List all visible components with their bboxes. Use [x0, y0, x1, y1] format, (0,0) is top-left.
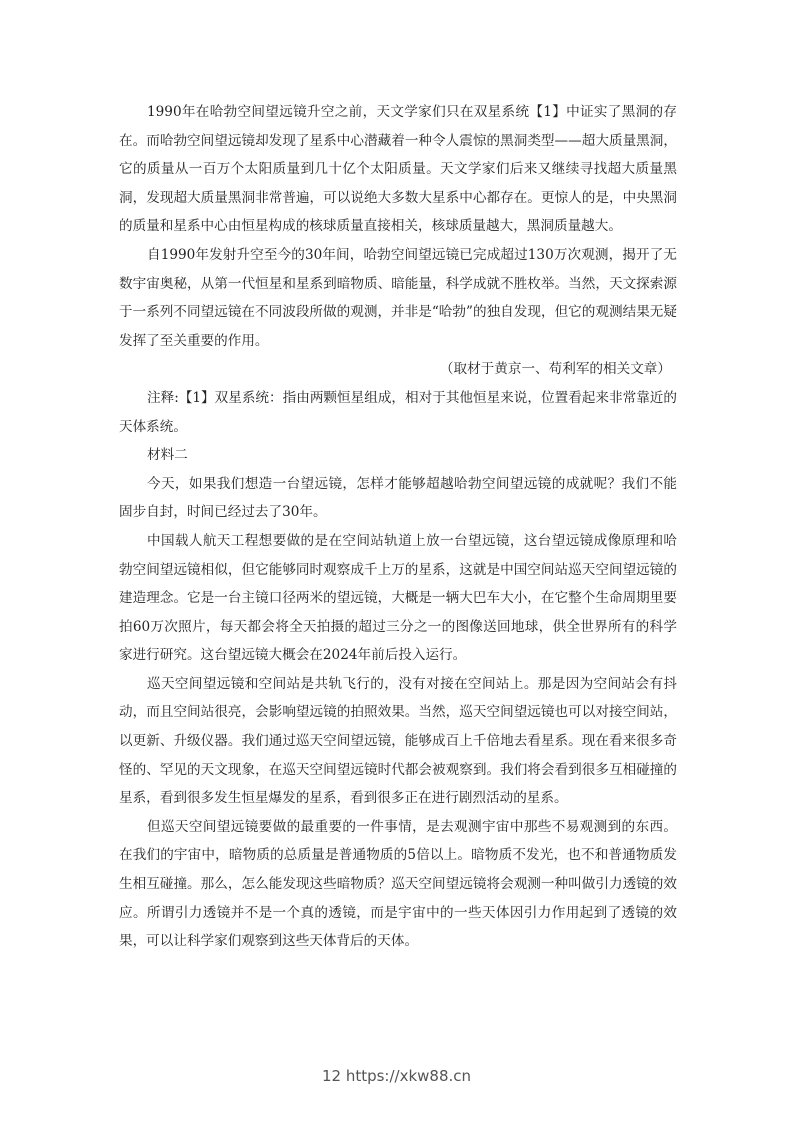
footnote: 注释:【1】双星系统：指由两颗恒星组成，相对于其他恒星来说，位置看起来非常靠近的天体系统。 — [119, 389, 677, 435]
paragraph-dark-matter: 但巡天空间望远镜要做的最重要的一件事情，是去观测宇宙中那些不易观测到的东西。在我们的宇宙中，暗物质的总质量是普通物质的5倍以上。暗物质不发光，也不和普通物质发生相互碰撞。那么，怎么能发现这些暗物质？巡天空间望远镜将会观测一种叫做引力透镜的效应。所谓引力透镜并不是一个真的透镜，而是宇宙中的一些天体因引力作用起到了透镜的效果，可以让科学家们观察到这些天体背后的天体。 — [119, 818, 677, 950]
paragraph-csst-concept: 中国载人航天工程想要做的是在空间站轨道上放一台望远镜，这台望远镜成像原理和哈勃空间望远镜相似，但它能够同时观察成千上万的星系，这就是中国空间站巡天空间望远镜的建造理念。它是一台主镜口径两米的望远镜，大概是一辆大巴车大小，在它整个生命周期里要拍60万次照片，每天都会将全天拍摄的超过三分之一的图像送回地球，供全世界所有的科学家进行研究。这台望远镜大概会在2024年前后投入运行。 — [119, 532, 677, 664]
paragraph-co-orbit: 巡天空间望远镜和空间站是共轨飞行的，没有对接在空间站上。那是因为空间站会有抖动，而且空间站很亮，会影响望远镜的拍照效果。当然，巡天空间望远镜也可以对接空间站，以更新、升级仪器。我们通过巡天空间望远镜，能够成百上千倍地去看星系。现在看来很多奇怪的、罕见的天文现象，在巡天空间望远镜时代都会被观察到。我们将会看到很多互相碰撞的星系，看到很多发生恒星爆发的星系，看到很多正在进行剧烈活动的星系。 — [119, 675, 677, 807]
document-body — [119, 98, 677, 956]
page-footer: 12 https://xkw88.cn — [321, 1067, 472, 1085]
paragraph-hubble-observations: 自1990年发射升空至今的30年间，哈勃空间望远镜已完成超过130万次观测，揭开了无数宇宙奥秘，从第一代恒星和星系到暗物质、暗能量，科学成就不胜枚举。当然，天文探索源于一系列不同望远镜在不同波段所做的观测，并非是“哈勃”的独自发现，但它的观测结果无疑发挥了至关重要的作用。 — [119, 246, 677, 349]
source-citation: （取材于黄京一、苟利军的相关文章） — [439, 361, 671, 378]
paragraph-intro-question: 今天，如果我们想造一台望远镜，怎样才能够超越哈勃空间望远镜的成就呢？我们不能固步自封，时间已经过去了30年。 — [119, 475, 677, 521]
section-heading-material2: 材料二 — [147, 447, 188, 464]
paragraph-hubble-black-holes: 1990年在哈勃空间望远镜升空之前，天文学家们只在双星系统【1】中证实了黑洞的存在。而哈勃空间望远镜却发现了星系中心潜藏着一种令人震惊的黑洞类型——超大质量黑洞，它的质量从一百万个太阳质量到几十亿个太阳质量。天文学家们后来又继续寻找超大质量黑洞，发现超大质量黑洞非常普遍，可以说绝大多数大星系中心都存在。更惊人的是，中央黑洞的质量和星系中心由恒星构成的核球质量直接相关，核球质量越大，黑洞质量越大。 — [119, 104, 677, 235]
